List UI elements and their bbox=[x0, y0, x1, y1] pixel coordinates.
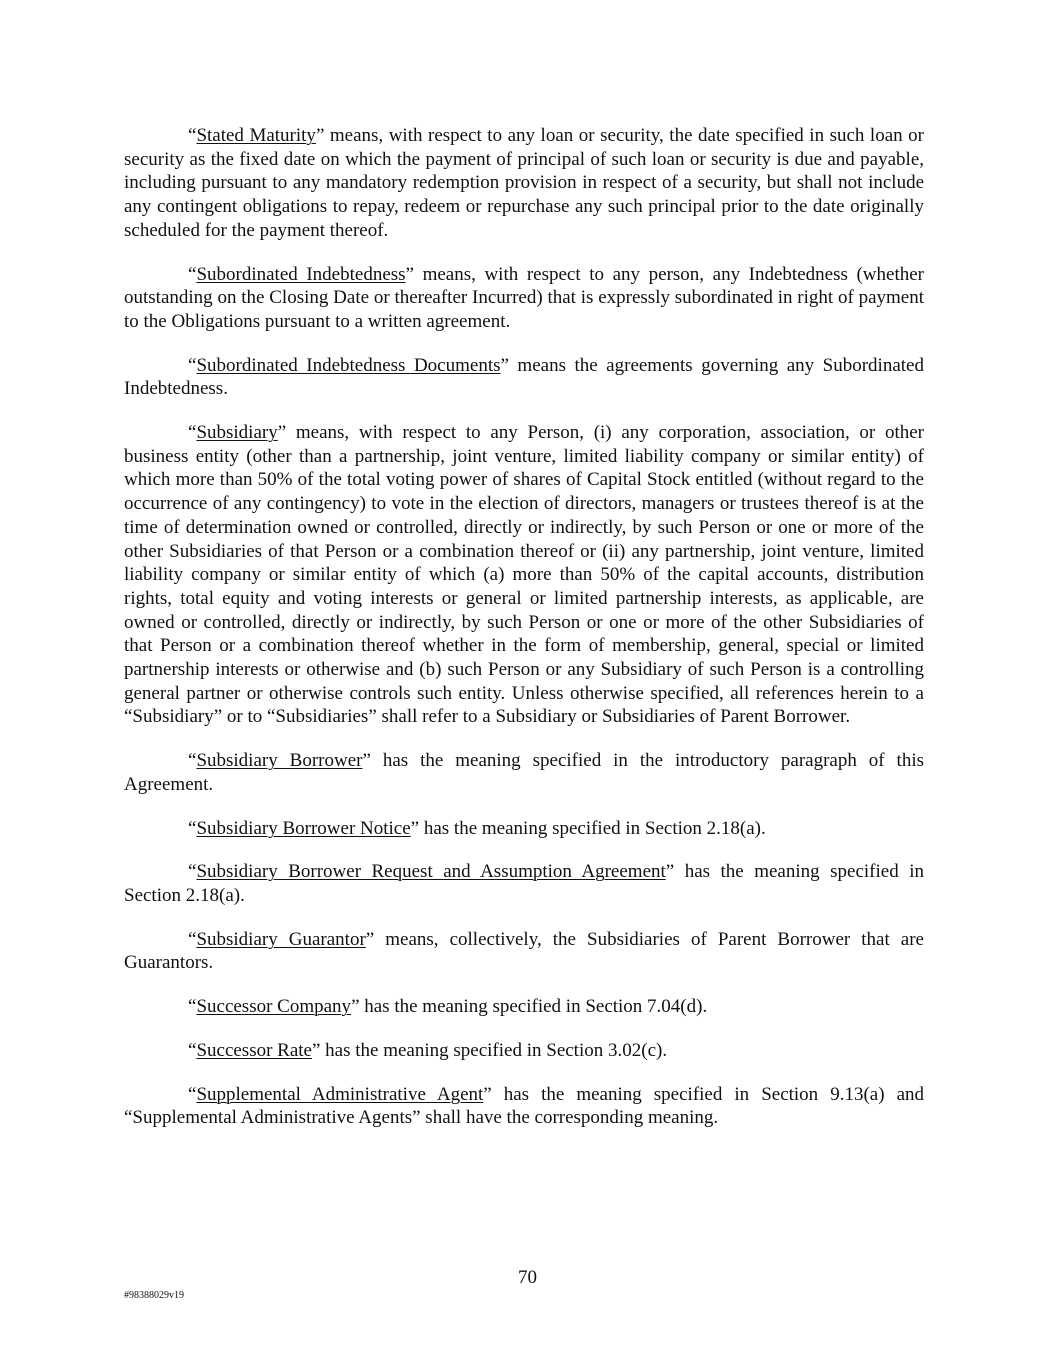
open-quote: “ bbox=[188, 422, 197, 444]
defined-term: Subordinated Indebtedness bbox=[196, 263, 406, 285]
defined-term: Subsidiary Borrower Request and Assumption Agreement bbox=[196, 861, 666, 883]
definition-text: ” has the meaning specified in Section 9.13(a) and “Supplemental Administrative Agents” shall have the corresponding meaning. bbox=[124, 1083, 924, 1129]
definition-subsidiary-borrower-request bbox=[124, 860, 924, 907]
definition-supplemental-administrative-agent bbox=[124, 1083, 924, 1130]
definition-stated-maturity bbox=[124, 124, 924, 243]
definition-text: ” has the meaning specified in Section 7.04(d). bbox=[351, 996, 708, 1018]
document-body bbox=[124, 124, 924, 1150]
definition-successor-company bbox=[124, 995, 924, 1019]
definition-subsidiary-borrower-notice bbox=[124, 817, 924, 841]
defined-term: Successor Company bbox=[196, 996, 352, 1018]
defined-term: Subsidiary Borrower Notice bbox=[196, 817, 411, 839]
definition-subordinated-indebtedness bbox=[124, 263, 924, 334]
definition-text: ” means, with respect to any Person, (i) any corporation, association, or other business entity (other than a partnership, joint venture, limited liability company or similar entity) of which more than 50% of the total voting power of shares of Capital Stock entitled (without regard to the occurrence of any contingency) to vote in the election of directors, managers or trustees thereof is at the time of determination owned or controlled, directly or indirectly, by such Person or one or more of the other Subsidiaries of that Person or a combination thereof or (ii) any partnership, joint venture, limited liability company or similar entity of which (a) more than 50% of the capital accounts, distribution rights, total equity and voting interests or general or limited partnership interests, as applicable, are owned or controlled, directly or indirectly, by such Person or one or more of the other Subsidiaries of that Person or a combination thereof whether in the form of membership, general, special or limited partnership interests or otherwise and (b) such Person or any Subsidiary of such Person is a controlling general partner or otherwise controls such entity. Unless otherwise specified, all references herein to a “Subsidiary” or to “Subsidiaries” shall refer to a Subsidiary or Subsidiaries of Parent Borrower. bbox=[124, 422, 924, 728]
definition-text: ” means the agreements governing any Subordinated Indebtedness. bbox=[124, 354, 924, 400]
open-quote: “ bbox=[188, 928, 197, 950]
definition-text: ” has the meaning specified in Section 3.02(c). bbox=[312, 1039, 668, 1061]
defined-term: Subsidiary bbox=[196, 422, 278, 444]
open-quote: “ bbox=[188, 263, 197, 285]
open-quote: “ bbox=[188, 354, 197, 376]
defined-term: Stated Maturity bbox=[196, 125, 316, 146]
definition-subsidiary-borrower bbox=[124, 749, 924, 796]
defined-term: Subsidiary Borrower bbox=[196, 750, 363, 772]
defined-term: Successor Rate bbox=[196, 1039, 312, 1061]
definition-text: ” means, with respect to any person, any Indebtedness (whether outstanding on the Closing Date or thereafter Incurred) that is expressly subordinated in right of payment to the Obligations pursuant to a written agreement. bbox=[124, 263, 924, 332]
open-quote: “ bbox=[188, 750, 197, 772]
open-quote: “ bbox=[188, 1083, 197, 1105]
open-quote: “ bbox=[188, 861, 197, 883]
defined-term: Supplemental Administrative Agent bbox=[196, 1083, 484, 1105]
open-quote: “ bbox=[188, 125, 197, 146]
definition-text: ” has the meaning specified in Section 2.18(a). bbox=[410, 817, 766, 839]
definition-subsidiary bbox=[124, 421, 924, 729]
defined-term: Subsidiary Guarantor bbox=[196, 928, 366, 950]
definition-subordinated-indebtedness-documents bbox=[124, 354, 924, 401]
definition-text: ” means, collectively, the Subsidiaries of Parent Borrower that are Guarantors. bbox=[124, 928, 924, 974]
definition-subsidiary-guarantor bbox=[124, 928, 924, 975]
definition-text: ” means, with respect to any loan or security, the date specified in such loan or security as the fixed date on which the payment of principal of such loan or security is due and payable, including pursuant to any mandatory redemption provision in respect of a security, but shall not include any contingent obligations to repay, redeem or repurchase any such principal prior to the date originally scheduled for the payment thereof. bbox=[124, 125, 924, 241]
open-quote: “ bbox=[188, 817, 197, 839]
open-quote: “ bbox=[188, 1039, 197, 1061]
definition-successor-rate bbox=[124, 1039, 924, 1063]
document-id: #98388029v19 bbox=[124, 1290, 184, 1301]
page-number: 70 bbox=[518, 1267, 537, 1288]
definition-text: ” has the meaning specified in Section 2.18(a). bbox=[124, 861, 924, 906]
open-quote: “ bbox=[188, 996, 197, 1018]
definition-text: ” has the meaning specified in the introductory paragraph of this Agreement. bbox=[124, 750, 924, 795]
defined-term: Subordinated Indebtedness Documents bbox=[196, 354, 501, 376]
